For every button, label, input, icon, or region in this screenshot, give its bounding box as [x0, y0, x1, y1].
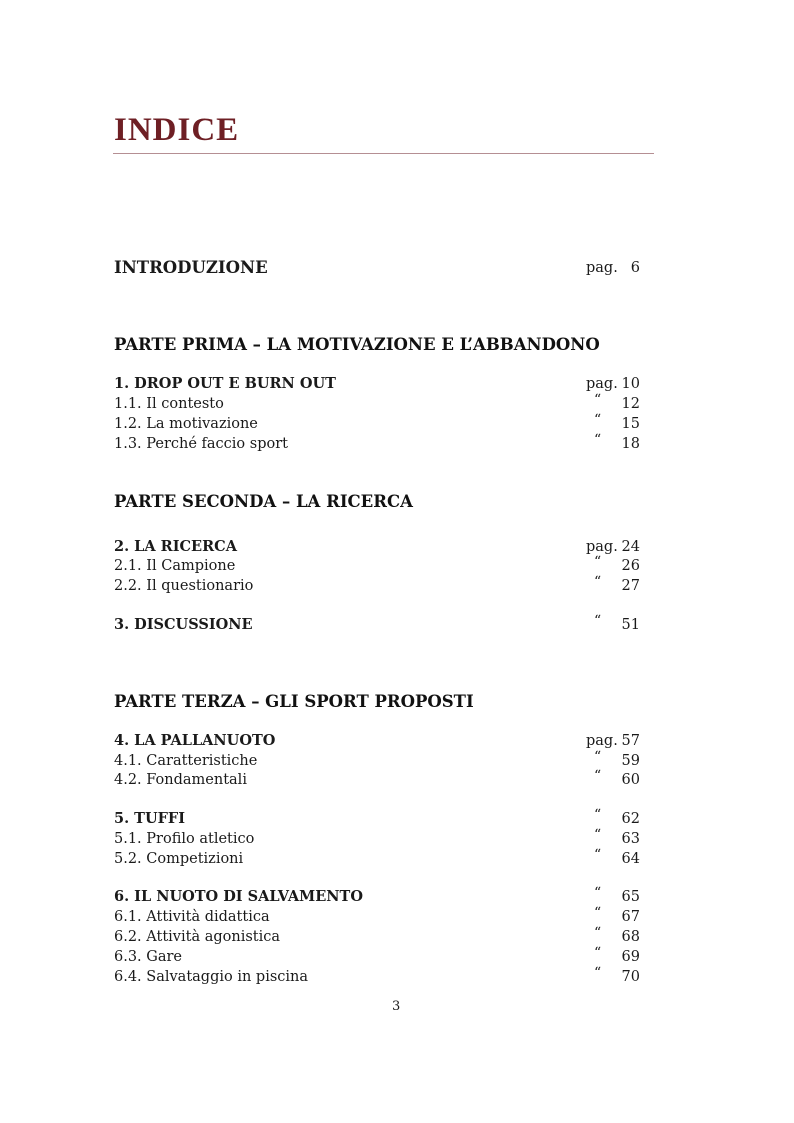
toc-label: 5.1. Profilo atletico	[114, 831, 255, 847]
page-number: 6	[630, 260, 640, 276]
page-number: 63	[621, 831, 640, 847]
part-heading: PARTE SECONDA – LA RICERCA	[114, 492, 413, 511]
toc-entry[interactable]	[114, 849, 644, 869]
toc-entry[interactable]	[114, 615, 644, 635]
ditto-marker: “	[594, 885, 602, 901]
toc-introduction[interactable]	[114, 258, 644, 278]
page-marker: pag.	[586, 539, 618, 555]
ditto-marker: “	[594, 749, 602, 765]
page-number: 10	[621, 376, 640, 392]
page-number: 24	[621, 539, 640, 555]
toc-entry[interactable]	[114, 887, 644, 907]
ditto-marker: “	[594, 554, 602, 570]
toc-entry[interactable]	[114, 770, 644, 790]
toc-entry[interactable]	[114, 394, 644, 414]
page-number: 65	[621, 889, 640, 905]
ditto-marker: “	[594, 613, 602, 629]
toc-label: 4. LA PALLANUOTO	[114, 732, 276, 749]
page-marker: pag.	[586, 260, 618, 276]
ditto-marker: “	[594, 807, 602, 823]
toc-label: 6.4. Salvataggio in piscina	[114, 969, 309, 985]
ditto-marker: “	[594, 768, 602, 784]
toc-label: 6. IL NUOTO DI SALVAMENTO	[114, 888, 363, 905]
page-number: 15	[621, 416, 640, 432]
toc-entry[interactable]	[114, 967, 644, 987]
ditto-marker: “	[594, 574, 602, 590]
page-number: 51	[621, 617, 640, 633]
page-number: 68	[621, 929, 640, 945]
toc-label: INTRODUZIONE	[114, 258, 268, 277]
toc-entry[interactable]	[114, 829, 644, 849]
toc-label: 2.2. Il questionario	[114, 578, 254, 594]
toc-entry[interactable]	[114, 537, 644, 557]
ditto-marker: “	[594, 905, 602, 921]
toc-label: 1.2. La motivazione	[114, 416, 258, 432]
toc-label: 6.2. Attività agonistica	[114, 929, 280, 945]
page-number: 67	[621, 909, 640, 925]
page-number: 70	[621, 969, 640, 985]
page-marker: pag.	[586, 376, 618, 392]
toc-label: 4.1. Caratteristiche	[114, 753, 258, 769]
page-marker: pag.	[586, 733, 618, 749]
ditto-marker: “	[594, 965, 602, 981]
toc-entry[interactable]	[114, 907, 644, 927]
toc-label: 5. TUFFI	[114, 810, 185, 827]
ditto-marker: “	[594, 925, 602, 941]
toc-label: 2. LA RICERCA	[114, 538, 237, 555]
page-number: 64	[621, 851, 640, 867]
toc-entry[interactable]	[114, 751, 644, 771]
toc-entry[interactable]	[114, 927, 644, 947]
part-heading: PARTE PRIMA – LA MOTIVAZIONE E L’ABBANDONO	[114, 335, 600, 354]
toc-entry[interactable]	[114, 947, 644, 967]
toc-label: 1. DROP OUT E BURN OUT	[114, 375, 336, 392]
part-heading: PARTE TERZA – GLI SPORT PROPOSTI	[114, 692, 474, 711]
page-number: 12	[621, 396, 640, 412]
ditto-marker: “	[594, 432, 602, 448]
page-number: 60	[621, 772, 640, 788]
toc-entry[interactable]	[114, 434, 644, 454]
toc-entry[interactable]	[114, 731, 644, 751]
toc-label: 1.3. Perché faccio sport	[114, 436, 288, 452]
page-number: 18	[621, 436, 640, 452]
toc-entry[interactable]	[114, 809, 644, 829]
ditto-marker: “	[594, 827, 602, 843]
page-footer-number: 3	[392, 999, 401, 1014]
toc-label: 3. DISCUSSIONE	[114, 616, 253, 633]
toc-label: 4.2. Fondamentali	[114, 772, 247, 788]
toc-label: 1.1. Il contesto	[114, 396, 224, 412]
toc-label: 2.1. Il Campione	[114, 558, 236, 574]
ditto-marker: “	[594, 847, 602, 863]
ditto-marker: “	[594, 412, 602, 428]
page-number: 69	[621, 949, 640, 965]
page-number: 26	[621, 558, 640, 574]
page-number: 59	[621, 753, 640, 769]
ditto-marker: “	[594, 945, 602, 961]
title-underline	[113, 153, 654, 154]
page-number: 62	[621, 811, 640, 827]
toc-label: 5.2. Competizioni	[114, 851, 244, 867]
page-number: 27	[621, 578, 640, 594]
ditto-marker: “	[594, 392, 602, 408]
page-title: INDICE	[114, 112, 240, 148]
toc-entry[interactable]	[114, 374, 644, 394]
toc-entry[interactable]	[114, 556, 644, 576]
toc-entry[interactable]	[114, 576, 644, 596]
page-number: 57	[621, 733, 640, 749]
toc-label: 6.1. Attività didattica	[114, 909, 270, 925]
toc-entry[interactable]	[114, 414, 644, 434]
toc-label: 6.3. Gare	[114, 949, 183, 965]
